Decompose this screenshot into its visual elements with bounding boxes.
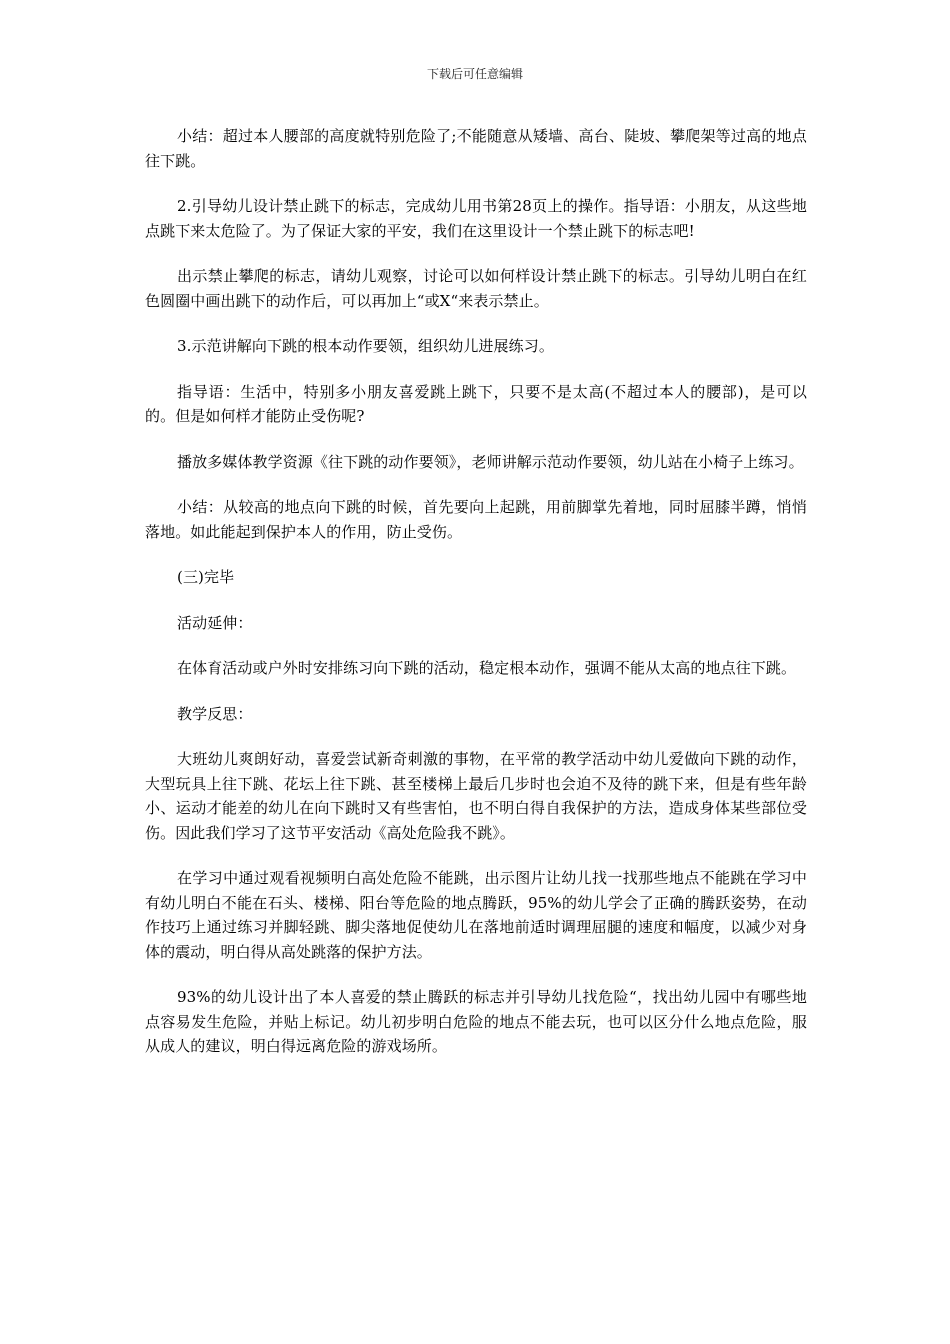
paragraph-reflection-3: 93%的幼儿设计出了本人喜爱的禁止腾跃的标志并引导幼儿找危险“，找出幼儿园中有哪些地点容易发生危险，并贴上标记。幼儿初步明白危险的地点不能去玩，也可以区分什么地点危险，服从成人的建议，明白得远离危险的游戏场所。 bbox=[145, 988, 807, 1055]
section-heading-end: (三)完毕 bbox=[177, 568, 235, 586]
paragraph-show-sign: 出示禁止攀爬的标志，请幼儿观察，讨论可以如何样设计禁止跳下的标志。引导幼儿明白在红色圆圈中画出跳下的动作后，可以再加上“或X“来表示禁止。 bbox=[145, 267, 807, 310]
paragraph-reflection-2: 在学习中通过观看视频明白高处危险不能跳，出示图片让幼儿找一找那些地点不能跳在学习中有幼儿明白不能在石头、楼梯、阳台等危险的地点腾跃，95%的幼儿学会了正确的腾跃姿势，在动作技巧上通过练习并脚轻跳、脚尖落地促使幼儿在落地前适时调理屈腿的速度和幅度，以减少对身体的震动，明白得从高处跳落的保护方法。 bbox=[145, 869, 807, 961]
paragraph-multimedia: 播放多媒体教学资源《往下跳的动作要领》，老师讲解示范动作要领，幼儿站在小椅子上练习。 bbox=[177, 452, 804, 471]
section-heading-extension: 活动延伸： bbox=[177, 613, 253, 632]
paragraph-design-sign: 2.引导幼儿设计禁止跳下的标志，完成幼儿用书第28页上的操作。指导语：小朋友，从这些地点跳下来太危险了。为了保证大家的平安，我们在这里设计一个禁止跳下的标志吧! bbox=[145, 197, 807, 240]
document-body bbox=[145, 124, 807, 1080]
paragraph-extension: 在体育活动或户外时安排练习向下跳的活动，稳定根本动作，强调不能从太高的地点往下跳。 bbox=[177, 659, 797, 677]
paragraph-summary-landing: 小结：从较高的地点向下跳的时候，首先要向上起跳，用前脚掌先着地，同时屈膝半蹲，悄悄落地。如此能起到保护本人的作用，防止受伤。 bbox=[145, 498, 807, 541]
paragraph-reflection-1: 大班幼儿爽朗好动，喜爱尝试新奇刺激的事物，在平常的教学活动中幼儿爱做向下跳的动作，大型玩具上往下跳、花坛上往下跳、甚至楼梯上最后几步时也会迫不及待的跳下来，但是有些年龄小、运动才能差的幼儿在向下跳时又有些害怕，也不明白得自我保护的方法，造成身体某些部位受伤。因此我们学习了这节平安活动《高处危险我不跳》。 bbox=[145, 750, 807, 842]
paragraph-summary-height: 小结：超过本人腰部的高度就特别危险了;不能随意从矮墙、高台、陡坡、攀爬架等过高的地点往下跳。 bbox=[145, 127, 807, 170]
paragraph-demonstrate: 3.示范讲解向下跳的根本动作要领，组织幼儿进展练习。 bbox=[177, 337, 554, 355]
page-header: 下载后可任意编辑 bbox=[426, 67, 523, 81]
paragraph-guidance: 指导语：生活中，特别多小朋友喜爱跳上跳下，只要不是太高(不超过本人的腰部)，是可以的。但是如何样才能防止受伤呢? bbox=[145, 382, 807, 425]
section-heading-reflection: 教学反思： bbox=[177, 704, 253, 723]
